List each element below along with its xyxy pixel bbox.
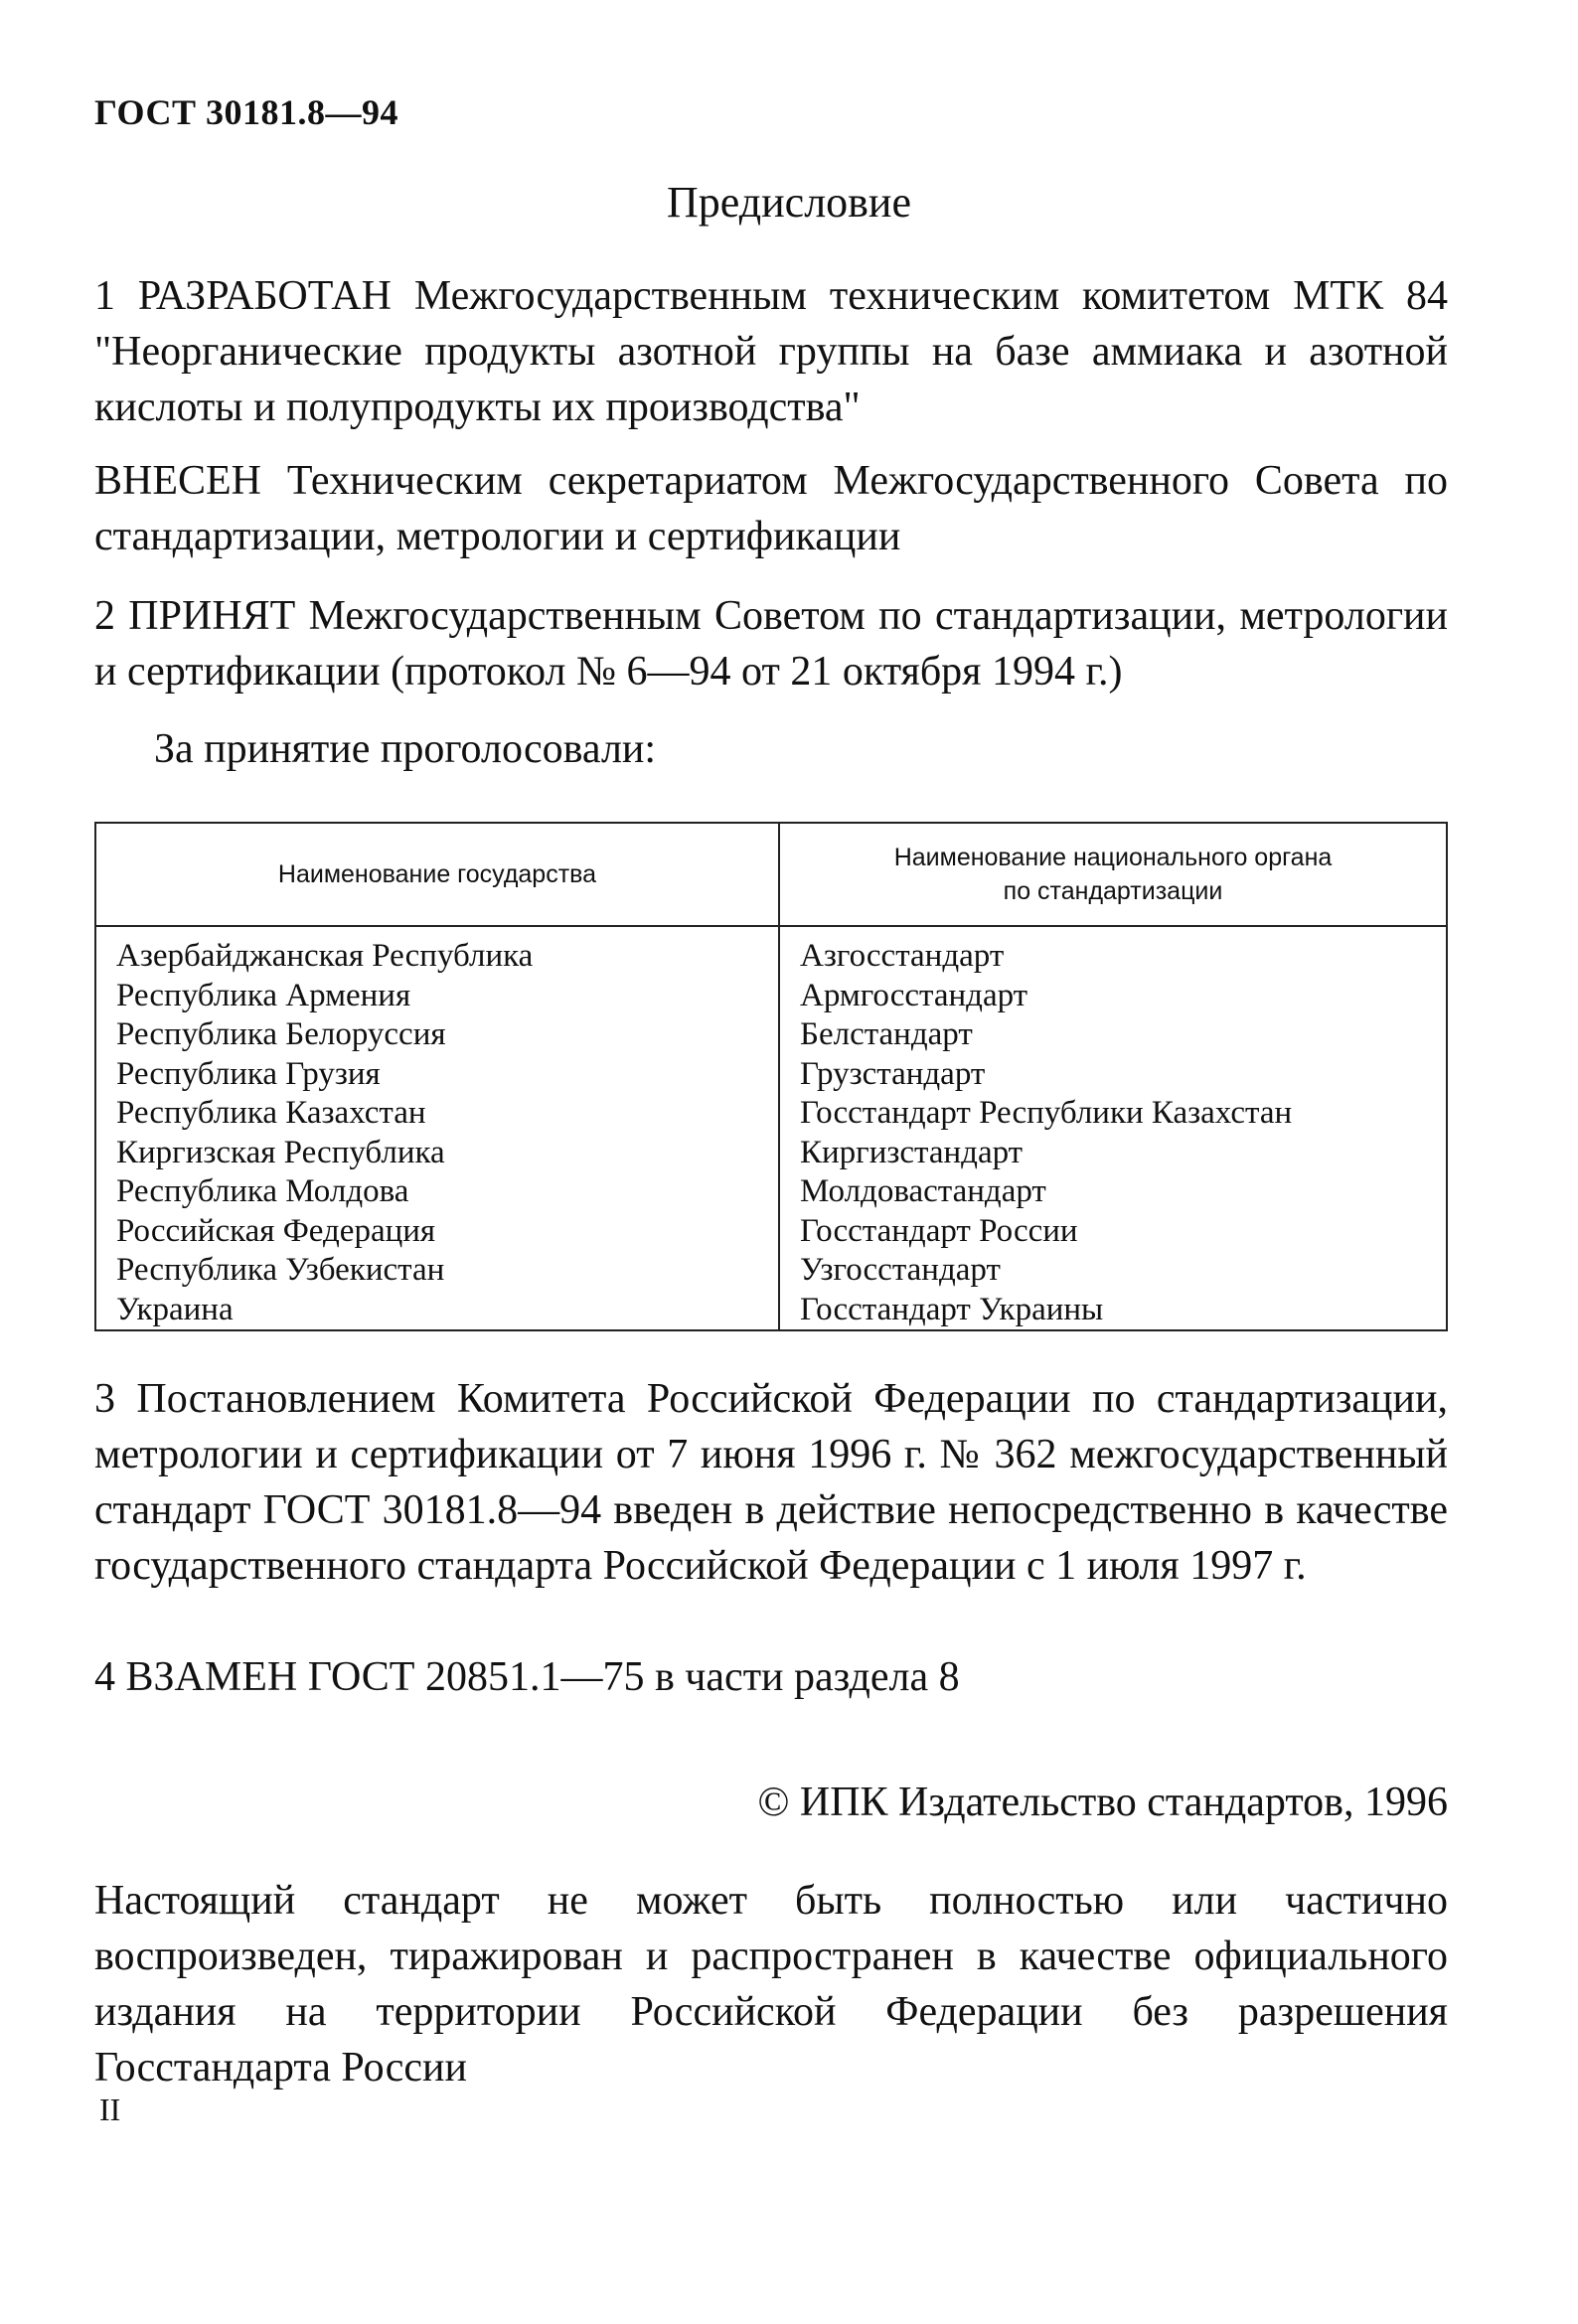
column-header-line: по стандартизации xyxy=(1003,877,1223,905)
standards-body-name: Госстандарт Украины xyxy=(800,1291,1104,1327)
state-name: Республика Молдова xyxy=(116,1173,409,1209)
document-header: ГОСТ 30181.8—94 xyxy=(94,92,398,132)
standards-body-name: Азгосстандарт xyxy=(800,938,1005,974)
voting-states-table xyxy=(94,822,1448,1331)
column-header-line: Наименование национального органа xyxy=(893,844,1333,871)
state-name: Азербайджанская Республика xyxy=(116,938,534,974)
standards-body-name: Узгосстандарт xyxy=(800,1252,1001,1288)
page-title: Предисловие xyxy=(667,178,911,227)
state-name: Республика Казахстан xyxy=(116,1095,426,1131)
states-column xyxy=(95,926,779,1330)
standards-body-name: Молдовастандарт xyxy=(800,1173,1046,1209)
copyright-notice: © ИПК Издательство стандартов, 1996 xyxy=(757,1780,1448,1825)
state-name: Республика Белоруссия xyxy=(116,1016,446,1052)
state-name: Республика Армения xyxy=(116,977,411,1013)
state-name: Республика Грузия xyxy=(116,1055,381,1092)
paragraph-developed-by: 1 РАЗРАБОТАН Межгосударственным техническим комитетом МТК 84 "Неорганические продукты азотной группы на базе аммиака и азотной кислоты и полупродукты их производства" xyxy=(94,273,1448,430)
column-header-state: Наименование государства xyxy=(95,823,779,926)
voted-for-label: За принятие проголосовали: xyxy=(154,726,657,772)
standards-body-name: Белстандарт xyxy=(800,1016,973,1052)
table-body-row xyxy=(95,926,1447,1330)
standards-body-name: Госстандарт Республики Казахстан xyxy=(800,1095,1293,1131)
standards-body-name: Грузстандарт xyxy=(800,1055,986,1092)
paragraph-reproduction-notice: Настоящий стандарт не может быть полностью или частично воспроизведен, тиражирован и распространен в качестве официального издания на территории Российской Федерации без разрешения Госстандарта России xyxy=(94,1878,1448,2091)
standards-body-name: Киргизстандарт xyxy=(800,1134,1024,1170)
paragraph-adopted-by: 2 ПРИНЯТ Межгосударственным Советом по стандартизации, метрологии и сертификации (протокол № 6—94 от 21 октября 1994 г.) xyxy=(94,593,1448,695)
state-name: Украина xyxy=(116,1291,234,1327)
state-name: Российская Федерация xyxy=(116,1212,436,1249)
paragraph-enacted-by: 3 Постановлением Комитета Российской Федерации по стандартизации, метрологии и сертификации от 7 июня 1996 г. № 362 межгосударственный стандарт ГОСТ 30181.8—94 введен в действие непосредственно в качестве государственного стандарта Российской Федерации с 1 июля 1997 г. xyxy=(94,1376,1448,1589)
state-name: Республика Узбекистан xyxy=(116,1252,445,1288)
standards-bodies-column xyxy=(779,926,1447,1330)
standards-body-name: Армгосстандарт xyxy=(800,977,1028,1013)
page-number: II xyxy=(99,2092,121,2127)
table-header-row xyxy=(95,823,1447,926)
state-name: Киргизская Республика xyxy=(116,1134,445,1170)
column-header-standards-body xyxy=(779,823,1447,926)
paragraph-replaces: 4 ВЗАМЕН ГОСТ 20851.1—75 в части раздела 8 xyxy=(94,1654,960,1700)
standards-body-name: Госстандарт России xyxy=(800,1212,1078,1249)
paragraph-submitted-by: ВНЕСЕН Техническим секретариатом Межгосударственного Совета по стандартизации, метрологии и сертификации xyxy=(94,458,1448,559)
